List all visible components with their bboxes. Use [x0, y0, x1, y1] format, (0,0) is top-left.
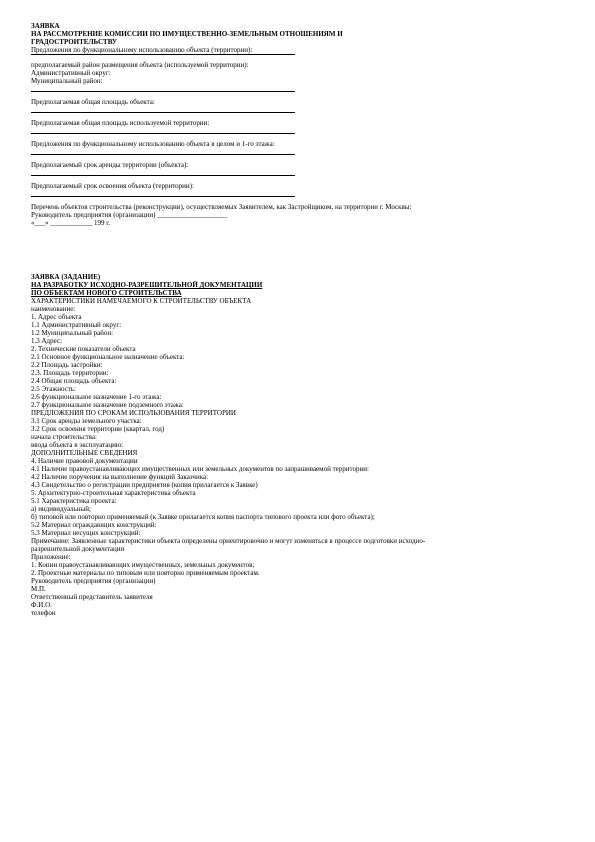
- assignment-line: 2.6 функциональное назначение 1-го этажа:: [31, 393, 162, 401]
- assignment-line: 1.2 Муниципальный район:: [31, 329, 114, 337]
- assignment-line: Примечание: Заявленные характеристики объекта определены ориентировочно и могут изменяться в процессе подготовки исходно-разрешительной документации: [31, 537, 426, 553]
- document-page: [31, 22, 471, 617]
- assignment-line: 1.3 Адрес:: [31, 337, 62, 345]
- assignment-line: наименование:: [31, 305, 76, 313]
- head-signature-line: Руководитель предприятия (организации) ____________________: [31, 211, 228, 219]
- assignment-line: М.П.: [31, 585, 46, 593]
- assignment-line: 4. Наличие правовой документации: [31, 457, 138, 465]
- assignment-line: ДОПОЛНИТЕЛЬНЫЕ СВЕДЕНИЯ: [31, 449, 138, 457]
- application-subtitle-cont: ГРАДОСТРОИТЕЛЬСТВУ: [31, 38, 117, 46]
- assignment-line: 4.3 Свидетельство о регистрации предприятия (копия прилагается к Заявке): [31, 481, 258, 489]
- assignment-line: 2.2 Площадь застройки:: [31, 361, 103, 369]
- assignment-line: 5.2 Материал ограждающих конструкций:: [31, 521, 157, 529]
- assignment-line: 5. Архитектурно-строительная характеристика объекта: [31, 489, 196, 497]
- objects-list-line: Перечень объектов строительства (реконструкции), осуществляемых Заявителем, как Застройщиком, на территории г. Москвы:: [31, 203, 412, 211]
- assignment-line: 3.2 Срок освоения территории (квартал, год): [31, 425, 165, 433]
- purpose-line: Предложения по функциональному использованию объекта (территории):: [31, 46, 253, 54]
- assignment-line: 5.3 Материал несущих конструкций:: [31, 529, 141, 537]
- assignment-line: б) типовой или повторно применяемый (к Заявке прилагается копия паспорта типового проекта или фото объекта);: [31, 513, 375, 521]
- district-proposed-line: предполагаемый район размещения объекта (используемой территории):: [31, 61, 249, 69]
- assignment-line: а) индивидуальный;: [31, 505, 92, 513]
- assignment-line: Ответственный представитель заявителя: [31, 593, 153, 601]
- assignment-line: 4.2 Наличие поручения на выполнение функций Заказчика:: [31, 473, 209, 481]
- assignment-line: ПРЕДЛОЖЕНИЯ ПО СРОКАМ ИСПОЛЬЗОВАНИЯ ТЕРРИТОРИИ: [31, 409, 236, 417]
- admin-district-line: Административный округ:: [31, 69, 111, 77]
- assignment-subtitle: НА РАЗРАБОТКУ ИСХОДНО-РАЗРЕШИТЕЛЬНОЙ ДОКУМЕНТАЦИИ: [31, 281, 263, 289]
- assignment-line: 2. Технические показатели объекта: [31, 345, 136, 353]
- assignment-subtitle-cont: ПО ОБЪЕКТАМ НОВОГО СТРОИТЕЛЬСТВА: [31, 289, 182, 297]
- assignment-body: [31, 297, 471, 617]
- municipal-district-line: Муниципальный район:: [31, 77, 103, 85]
- assignment-line: 2. Проектные материалы по типовым или повторно применяемым проектам.: [31, 569, 260, 577]
- lease-term-line: Предполагаемый срок аренды территории (объекта):: [31, 161, 189, 169]
- assignment-line: Приложение:: [31, 553, 71, 561]
- application-subtitle: НА РАССМОТРЕНИЕ КОМИССИИ ПО ИМУЩЕСТВЕННО-ЗЕМЕЛЬНЫМ ОТНОШЕНИЯМ И: [31, 30, 343, 38]
- assignment-line: 5.1 Характеристика проекта:: [31, 497, 117, 505]
- application-title: ЗАЯВКА: [31, 22, 60, 30]
- first-floor-line: Предложения по функциональному использованию объекта в целом и 1-го этажа:: [31, 140, 275, 148]
- development-term-line: Предполагаемый срок освоения объекта (территории):: [31, 182, 194, 190]
- territory-area-line: Предполагаемая общая площадь используемой территории:: [31, 119, 210, 127]
- assignment-line: ХАРАКТЕРИСТИКИ НАМЕЧАЕМОГО К СТРОИТЕЛЬСТВУ ОБЪЕКТА: [31, 297, 252, 305]
- assignment-line: 2.3. Площадь территории:: [31, 369, 109, 377]
- assignment-line: 2.5 Этажность:: [31, 385, 76, 393]
- assignment-line: начала строительства:: [31, 433, 97, 441]
- assignment-line: 4.1 Наличие правоустанавливающих имущественных или земельных документов по запрашиваемой территории:: [31, 465, 369, 473]
- assignment-line: 2.4 Общая площадь объекта:: [31, 377, 117, 385]
- assignment-line: 3.1 Срок аренды земельного участка:: [31, 417, 142, 425]
- date-line: «___» ____________ 199 г.: [31, 219, 111, 227]
- assignment-line: ввода объекта в эксплуатацию:: [31, 441, 124, 449]
- assignment-line: 2.7 функциональное назначение подземного этажа:: [31, 401, 184, 409]
- assignment-line: 1. Копии правоустанавливающих имущественных, земельных документов;: [31, 561, 255, 569]
- total-area-line: Предполагаемая общая площадь объекта:: [31, 98, 155, 106]
- assignment-line: телефон: [31, 609, 56, 617]
- assignment-line: 1. Адрес объекта: [31, 313, 82, 321]
- assignment-line: 2.1 Основное функциональное назначение объекта:: [31, 353, 185, 361]
- assignment-line: Руководитель предприятия (организации): [31, 577, 156, 585]
- assignment-line: 1.1 Административный округ:: [31, 321, 122, 329]
- assignment-line: Ф.И.О.: [31, 601, 52, 609]
- assignment-title: ЗАЯВКА (ЗАДАНИЕ): [31, 273, 101, 281]
